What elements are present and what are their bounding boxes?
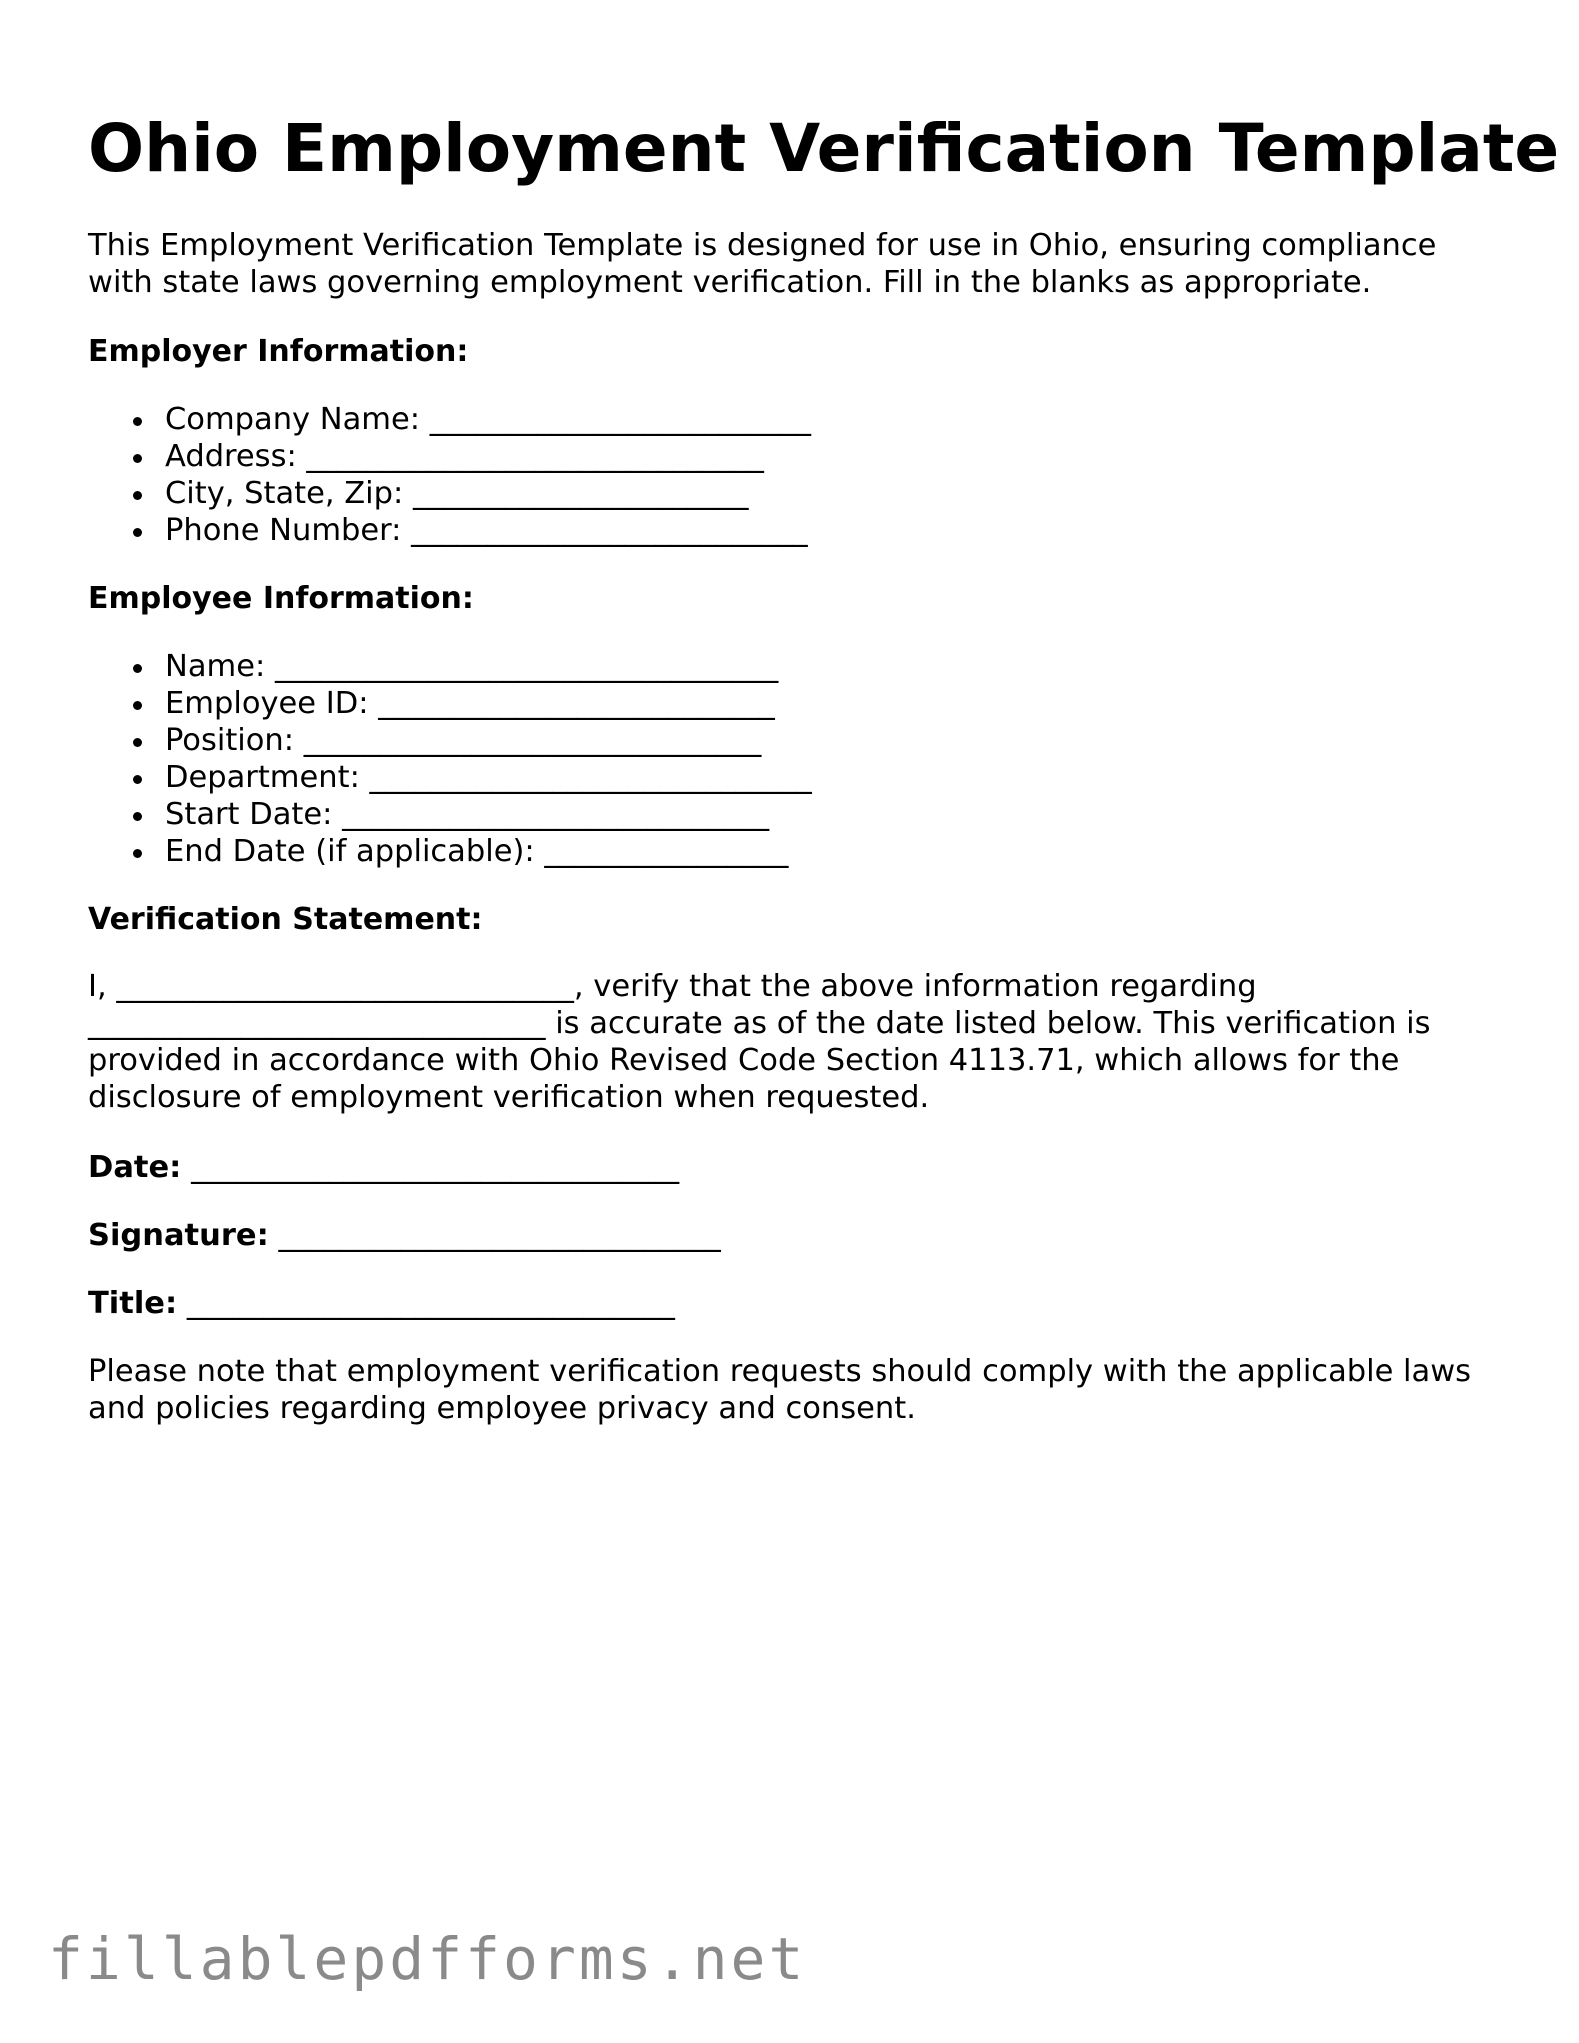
date-label: Date: [88, 1150, 182, 1185]
city-state-zip-field[interactable]: City, State, Zip: ______________________ [88, 475, 811, 512]
employer-heading: Employer Information: [88, 334, 469, 369]
page-title: Ohio Employment Verification Template [88, 110, 1560, 187]
verification-statement[interactable]: I, ______________________________, verify that the above information regarding ______________________________ is accurate as of the date listed below. This verification is provided in accordance with Ohio Revised Code Section 4113.71, which allows for the disclosure of employment verification when requested. [88, 969, 1431, 1115]
watermark-logo: fillablepdfforms.net [48, 1925, 807, 1993]
intro-paragraph: This Employment Verification Template is designed for use in Ohio, ensuring compliance with state laws governing employment verification. Fill in the blanks as appropriate. [88, 228, 1437, 300]
address-field[interactable]: Address: ______________________________ [88, 438, 811, 475]
title-field[interactable]: ________________________________ [186, 1286, 675, 1321]
phone-number-field[interactable]: Phone Number: __________________________ [88, 512, 811, 549]
department-field[interactable]: Department: _____________________________ [88, 759, 812, 796]
employee-id-field[interactable]: Employee ID: __________________________ [88, 685, 812, 722]
employer-fields-list [88, 401, 811, 549]
signature-line [88, 1217, 721, 1254]
company-name-field[interactable]: Company Name: _________________________ [88, 401, 811, 438]
title-line [88, 1285, 675, 1322]
date-line [88, 1149, 679, 1186]
signature-field[interactable]: _____________________________ [278, 1218, 721, 1253]
end-date-field[interactable]: End Date (if applicable): ________________ [88, 833, 812, 870]
date-field[interactable]: ________________________________ [191, 1150, 680, 1185]
employee-name-field[interactable]: Name: _________________________________ [88, 648, 812, 685]
verification-heading: Verification Statement: [88, 902, 483, 937]
title-label: Title: [88, 1286, 178, 1321]
privacy-note: Please note that employment verification requests should comply with the applicable laws and policies regarding employee privacy and consent. [88, 1354, 1472, 1426]
start-date-field[interactable]: Start Date: ____________________________ [88, 796, 812, 833]
employee-fields-list [88, 648, 812, 870]
position-field[interactable]: Position: ______________________________ [88, 722, 812, 759]
employee-heading: Employee Information: [88, 581, 474, 616]
signature-label: Signature: [88, 1218, 269, 1253]
